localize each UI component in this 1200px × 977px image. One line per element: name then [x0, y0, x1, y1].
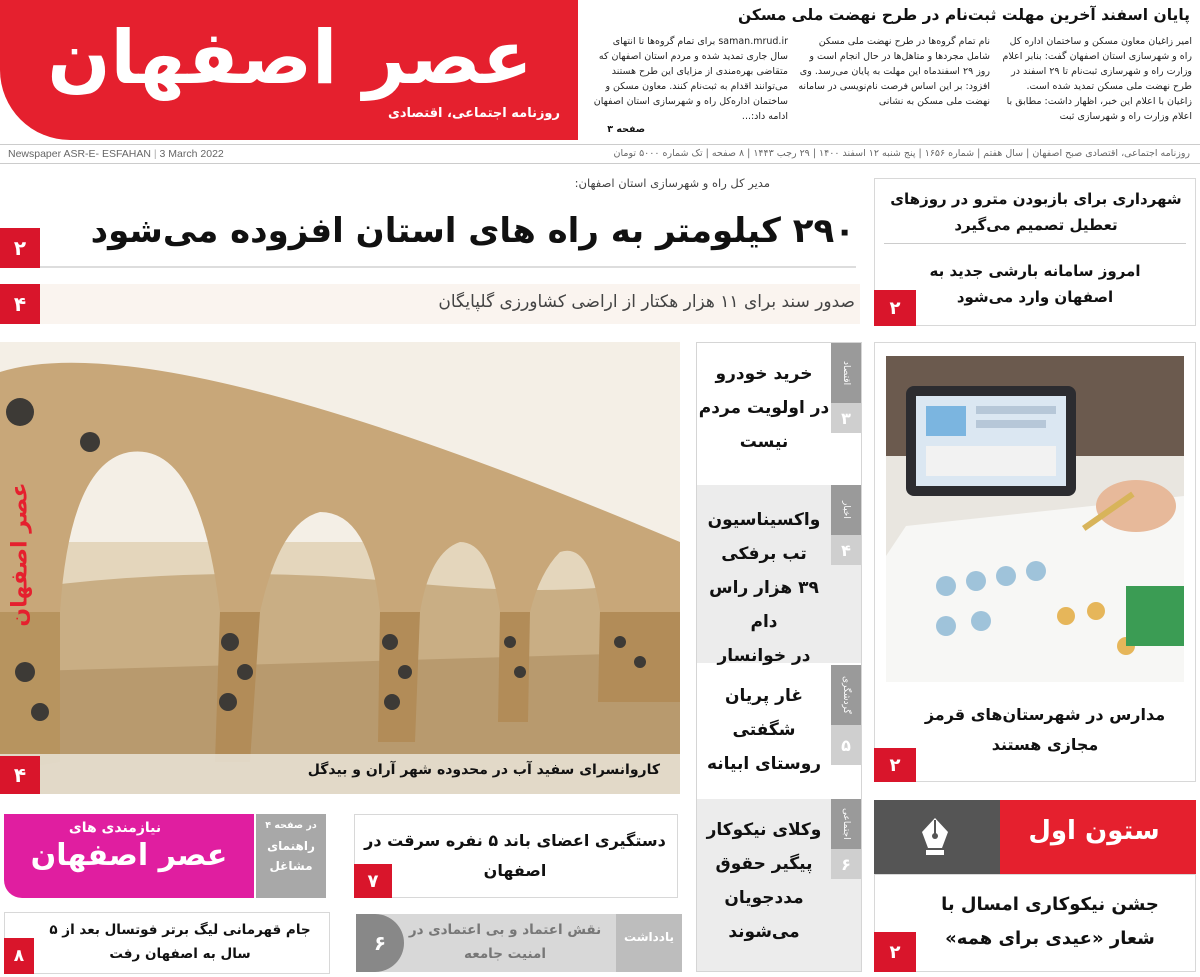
- side-item-text: واکسیناسیون تب برفکی ۳۹ هزار راس دام در خوانسار: [707, 510, 821, 666]
- side-item[interactable]: [697, 665, 861, 797]
- note-page[interactable]: ۶: [356, 914, 404, 972]
- dateline-date: 3 March 2022: [159, 148, 224, 160]
- note-headline[interactable]: نقش اعتماد و بی اعتمادی در امنیت جامعه: [408, 922, 602, 962]
- side-item-tag: گردشگری: [831, 665, 861, 725]
- right-photo-caption[interactable]: مدارس در شهرستان‌های قرمز مجازی هستند: [924, 705, 1166, 754]
- right-photo-page[interactable]: ۲: [874, 748, 916, 782]
- main-photo[interactable]: [0, 342, 680, 794]
- side-item-text: خرید خودرو در اولویت مردم نیست: [698, 364, 830, 452]
- first-column-title[interactable]: ستون اول: [1028, 816, 1160, 846]
- ads-label: نیازمندی های: [68, 820, 162, 836]
- side-item-page[interactable]: ۶: [831, 849, 861, 879]
- side-column: [696, 342, 862, 972]
- sport-headline[interactable]: جام قهرمانی لیگ برتر فوتسال بعد از ۵ سال به اصفهان رفت: [49, 922, 311, 962]
- first-column-headline[interactable]: جشن نیکوکاری امسال با شعار «عیدی برای همه»: [941, 894, 1159, 949]
- top-story-col2: نام تمام گروه‌ها در طرح نهضت ملی مسکن شامل مجردها و متاهل‌ها در حال انجام است و روز ۲۹ اسفندماه این مهلت به پایان می‌رسد. وی افزود: بر این اساس فرصت نام‌نویسی در سامانه نهضت ملی مسکن به نشانی: [798, 36, 990, 107]
- side-item-page[interactable]: ۵: [831, 725, 861, 765]
- top-story-page-ref[interactable]: صفحه ۳: [607, 124, 645, 135]
- sport-page[interactable]: ۸: [4, 938, 34, 974]
- photo-watermark: عصر اصفهان: [7, 482, 33, 627]
- masthead-logo[interactable]: عصر اصفهان: [47, 15, 533, 101]
- main-headline-rule: [40, 266, 856, 268]
- main-headline[interactable]: ۲۹۰ کیلومتر به راه های استان افزوده می‌شود: [90, 211, 855, 251]
- side-item[interactable]: [697, 343, 861, 483]
- dateline-en: Newspaper ASR-E- ESFAHAN | 3 March 2022: [8, 148, 224, 160]
- main-headline-page[interactable]: ۲: [0, 228, 40, 268]
- ads-side: در صفحه ۴ راهنمای مشاغل: [256, 814, 326, 898]
- subhead-page[interactable]: ۴: [0, 284, 40, 324]
- side-item[interactable]: [697, 799, 861, 971]
- first-column-page[interactable]: ۲: [874, 932, 916, 972]
- side-item-tag: اقتصاد: [831, 343, 861, 403]
- subhead[interactable]: صدور سند برای ۱۱ هزار هکتار از اراضی کشاورزی گلپایگان: [438, 292, 855, 312]
- masthead: [0, 0, 578, 140]
- right-story2-page[interactable]: ۲: [874, 290, 916, 326]
- masthead-subtitle: روزنامه اجتماعی، اقتصادی: [387, 106, 560, 121]
- right-photo[interactable]: [886, 356, 1184, 682]
- right-story1-headline[interactable]: شهرداری برای بازبودن مترو در روزهای تعطیل تصمیم می‌گیرد: [890, 190, 1182, 234]
- side-item-text: غار پریان شگفتی روستای ابیانه: [706, 686, 822, 774]
- top-story-headline[interactable]: پایان اسفند آخرین مهلت ثبت‌نام در طرح نهضت ملی مسکن: [737, 6, 1190, 24]
- ads-brand: عصر اصفهان: [30, 838, 228, 873]
- side-item-page[interactable]: ۴: [831, 535, 861, 565]
- school-photo: [886, 356, 1184, 682]
- main-kicker: مدیر کل راه و شهرسازی استان اصفهان:: [574, 176, 770, 190]
- crime-page[interactable]: ۷: [354, 864, 392, 898]
- note-label: یادداشت: [624, 930, 674, 944]
- top-story-col1: امیر زاغیان معاون مسکن و ساختمان اداره کل راه و شهرسازی استان اصفهان گفت: بنابر اعلام وزارت راه و شهرسازی ثبت‌نام تا ۲۹ اسفند در طرح نهضت ملی مسکن تمدید شده است. زاغیان با اعلام این خبر، اظهار داشت: مطابق با اعلام وزارت راه و شهرسازی ثبت: [1002, 36, 1192, 122]
- pen-icon: [910, 812, 960, 862]
- caravanserai-photo: [0, 342, 680, 794]
- right-story-divider: [884, 243, 1186, 244]
- side-item[interactable]: [697, 485, 861, 666]
- dateline-paper: Newspaper ASR-E- ESFAHAN: [8, 148, 151, 160]
- dateline-fa: روزنامه اجتماعی، اقتصادی صبح اصفهان | سال هفتم | شماره ۱۶۵۶ | پنج شنبه ۱۲ اسفند ۱۴۰۰ | ۲۹ رجب ۱۴۴۳ | ۸ صفحه | تک شماره ۵۰۰۰ تومان: [613, 148, 1190, 159]
- top-story-col3: saman.mrud.ir برای تمام گروه‌ها تا انتهای سال جاری تمدید شده و مردم استان اصفهان که متقاضی بهره‌مندی از مزایای این طرح هستند می‌توانند اقدام به ثبت‌نام کنند. معاون مسکن و ساختمان اداره‌کل راه و شهرسازی استان اصفهان ادامه داد:...: [593, 36, 788, 122]
- crime-headline[interactable]: دستگیری اعضای باند ۵ نفره سرقت در اصفهان: [364, 831, 666, 880]
- side-item-text: وکلای نیکوکار پیگیر حقوق مددجویان می‌شوند: [706, 820, 822, 942]
- side-item-tag: اجتماعی: [831, 799, 861, 849]
- photo-page[interactable]: ۴: [0, 756, 40, 794]
- side-item-page[interactable]: ۳: [831, 403, 861, 433]
- photo-caption: کاروانسرای سفید آب در محدوده شهر آران و بیدگل: [307, 762, 660, 778]
- right-story2-headline[interactable]: امروز سامانه بارشی جدید به اصفهان وارد می‌شود: [929, 262, 1141, 306]
- side-item-tag: اخبار: [831, 485, 861, 535]
